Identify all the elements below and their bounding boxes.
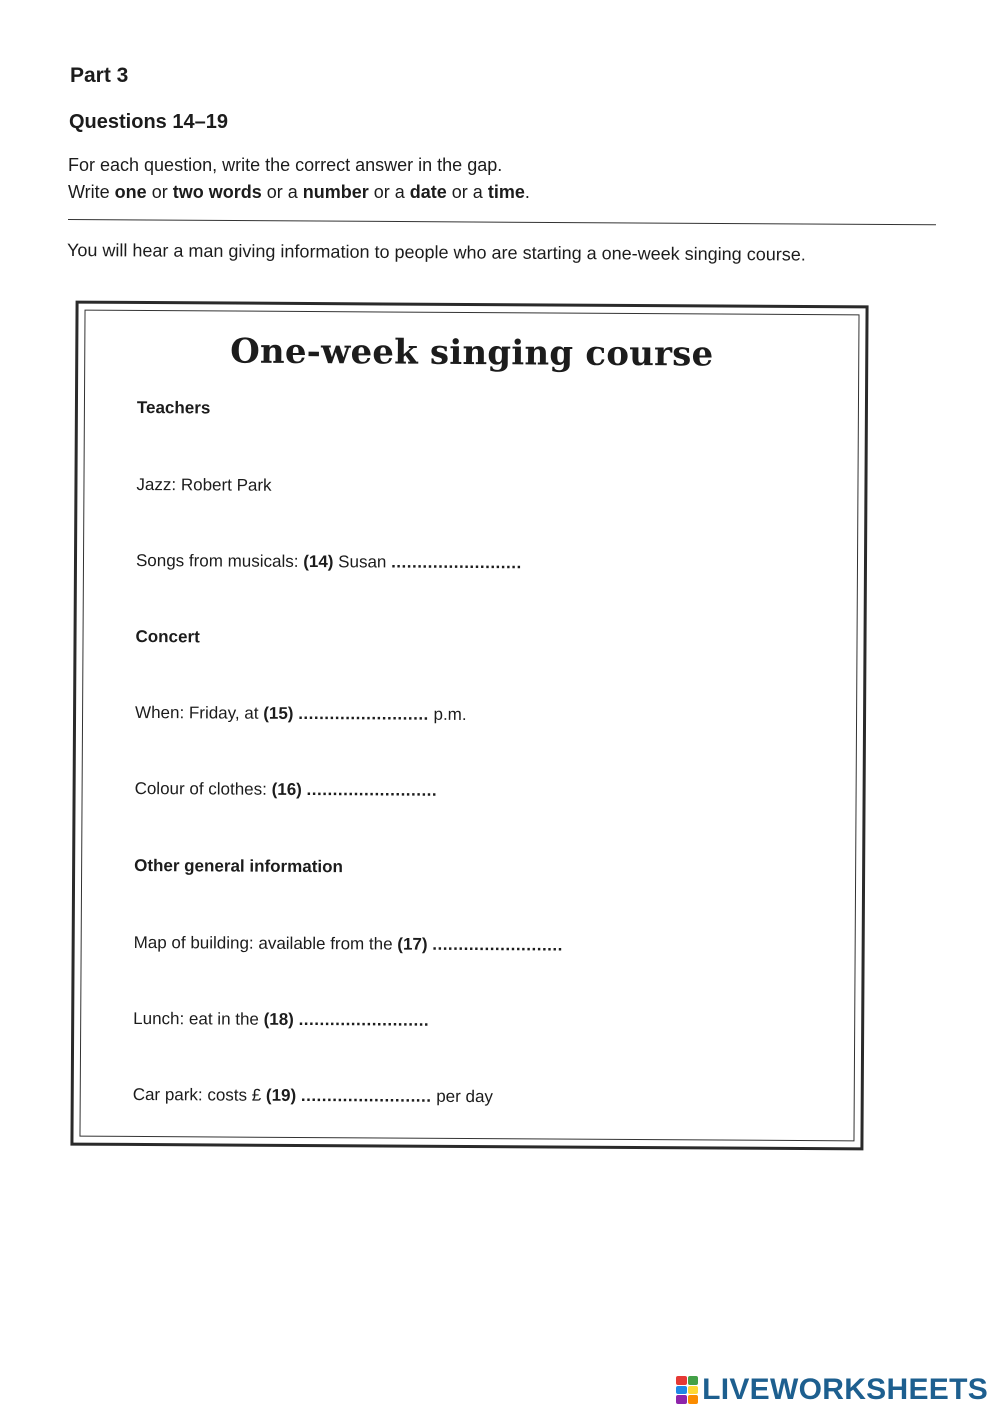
context-text: You will hear a man giving information to people who are starting a one-week singing course. — [66, 240, 806, 265]
instruction-text: . — [524, 182, 530, 202]
line-q15 — [135, 703, 467, 725]
line-q14 — [136, 551, 522, 573]
line-jazz: Jazz: Robert Park — [136, 474, 272, 495]
line-text: Lunch: eat in the — [133, 1008, 264, 1029]
question-number-17: (17) — [397, 934, 428, 954]
instructions — [68, 152, 530, 206]
question-number-16: (16) — [271, 779, 302, 799]
logo-cell — [676, 1376, 687, 1385]
form-box — [70, 301, 868, 1151]
liveworksheets-logo-icon — [676, 1376, 698, 1404]
instruction-text: or a — [261, 182, 303, 202]
part-title: Part 3 — [70, 64, 129, 87]
answer-gap-18[interactable]: ......................... — [298, 1009, 430, 1030]
brand-name: LIVEWORKSHEETS — [702, 1373, 988, 1406]
logo-cell — [688, 1376, 699, 1385]
line-text: Colour of clothes: — [134, 778, 272, 799]
section-teachers: Teachers — [136, 397, 211, 418]
form-box-inner — [79, 310, 859, 1142]
instruction-line-2 — [68, 179, 530, 206]
question-number-19: (19) — [265, 1085, 297, 1105]
logo-cell — [676, 1386, 687, 1395]
instruction-text: Write — [68, 182, 115, 202]
instruction-text: or a — [446, 182, 488, 202]
liveworksheets-brand — [676, 1373, 988, 1407]
line-text: When: Friday, at — [135, 702, 264, 723]
instruction-bold: number — [302, 182, 369, 202]
form-title: One-week singing course — [230, 331, 714, 375]
question-number-15: (15) — [263, 703, 294, 723]
logo-cell — [688, 1395, 699, 1404]
line-text: Car park: costs £ — [132, 1084, 267, 1105]
section-concert: Concert — [135, 626, 200, 647]
instruction-line-1: For each question, write the correct answer in the gap. — [68, 155, 503, 175]
instruction-text: or — [146, 182, 173, 202]
question-number-14: (14) — [303, 551, 334, 572]
answer-gap-15[interactable]: ......................... — [298, 703, 429, 724]
divider — [68, 219, 936, 225]
instruction-bold: date — [409, 182, 447, 202]
questions-title: Questions 14–19 — [69, 111, 228, 133]
logo-cell — [688, 1386, 699, 1395]
instruction-bold: time — [487, 182, 525, 202]
line-text: Songs from musicals: — [135, 550, 304, 571]
answer-gap-14[interactable]: ......................... — [391, 552, 522, 573]
line-q18 — [133, 1009, 429, 1031]
instruction-text: or a — [368, 182, 410, 202]
line-q19 — [133, 1085, 493, 1107]
line-text: per day — [431, 1086, 494, 1107]
instruction-bold: one — [114, 182, 147, 202]
line-q16 — [135, 779, 438, 801]
line-text: p.m. — [428, 704, 467, 724]
answer-gap-19[interactable]: ......................... — [300, 1085, 432, 1106]
line-text: Susan — [333, 552, 392, 572]
section-other: Other general information — [134, 855, 343, 877]
logo-cell — [676, 1395, 687, 1404]
line-text: Map of building: available from the — [133, 932, 398, 954]
instruction-bold: two words — [172, 182, 262, 202]
answer-gap-17[interactable]: ......................... — [432, 934, 563, 955]
question-number-18: (18) — [263, 1009, 294, 1029]
line-q17 — [134, 933, 563, 956]
answer-gap-16[interactable]: ......................... — [306, 780, 438, 800]
